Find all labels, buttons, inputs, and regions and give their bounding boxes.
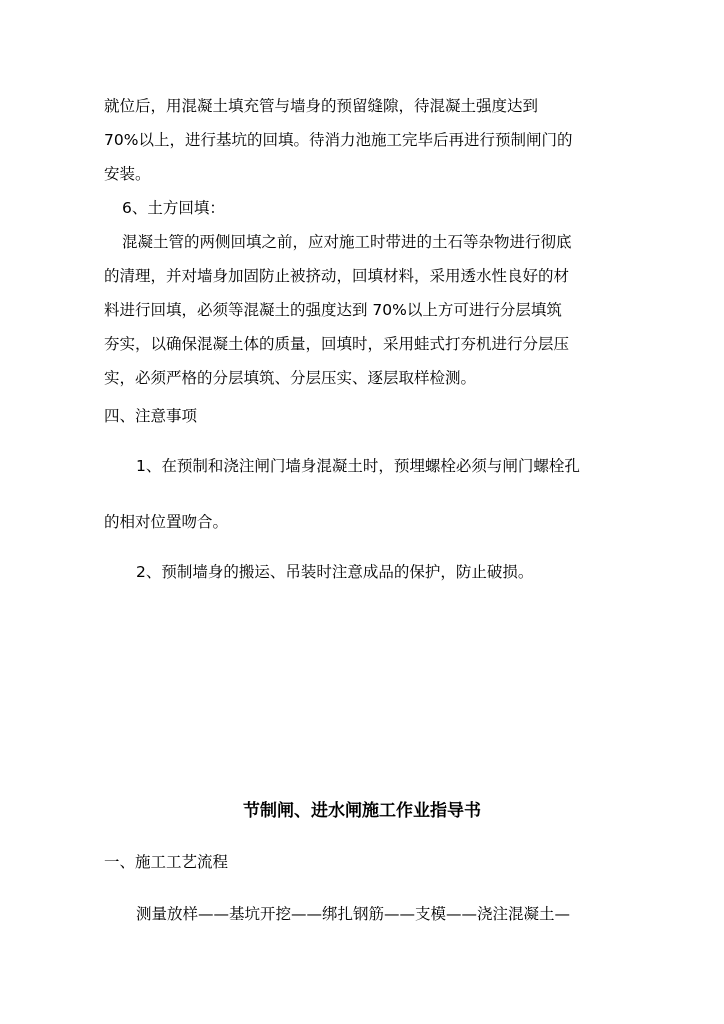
paragraph-line: 料进行回填，必须等混凝土的强度达到 70%以上方可进行分层填筑 xyxy=(104,301,562,319)
note-item-1: 1、在预制和浇注闸门墙身混凝土时，预埋螺栓必须与闸门螺栓孔 xyxy=(136,457,580,475)
paragraph-line: 夯实，以确保混凝土体的质量，回填时，采用蛙式打夯机进行分层压 xyxy=(104,335,570,353)
paragraph-line: 就位后，用混凝土填充管与墙身的预留缝隙，待混凝土强度达到 xyxy=(104,97,539,115)
note-item-1-continued: 的相对位置吻合。 xyxy=(104,513,229,531)
document-title: 节制闸、进水闸施工作业指导书 xyxy=(243,801,481,821)
paragraph-line: 安装。 xyxy=(104,165,151,183)
section-heading-backfill: 6、土方回填： xyxy=(122,199,225,217)
paragraph-line: 混凝土管的两侧回填之前，应对施工时带进的土石等杂物进行彻底 xyxy=(122,233,572,251)
paragraph-line: 的清理，并对墙身加固防止被挤动，回填材料，采用透水性良好的材 xyxy=(104,267,570,285)
note-item-2: 2、预制墙身的搬运、吊装时注意成品的保护，防止破损。 xyxy=(136,563,534,581)
paragraph-line: 70%以上，进行基坑的回填。待消力池施工完毕后再进行预制闸门的 xyxy=(104,131,573,149)
paragraph-line: 实，必须严格的分层填筑、分层压实、逐层取样检测。 xyxy=(104,369,477,387)
process-flow-line: 测量放样——基坑开挖——绑扎钢筋——支模——浇注混凝土— xyxy=(136,905,571,923)
section-heading-notes: 四、注意事项 xyxy=(104,407,198,425)
section-heading-process: 一、施工工艺流程 xyxy=(104,853,229,871)
